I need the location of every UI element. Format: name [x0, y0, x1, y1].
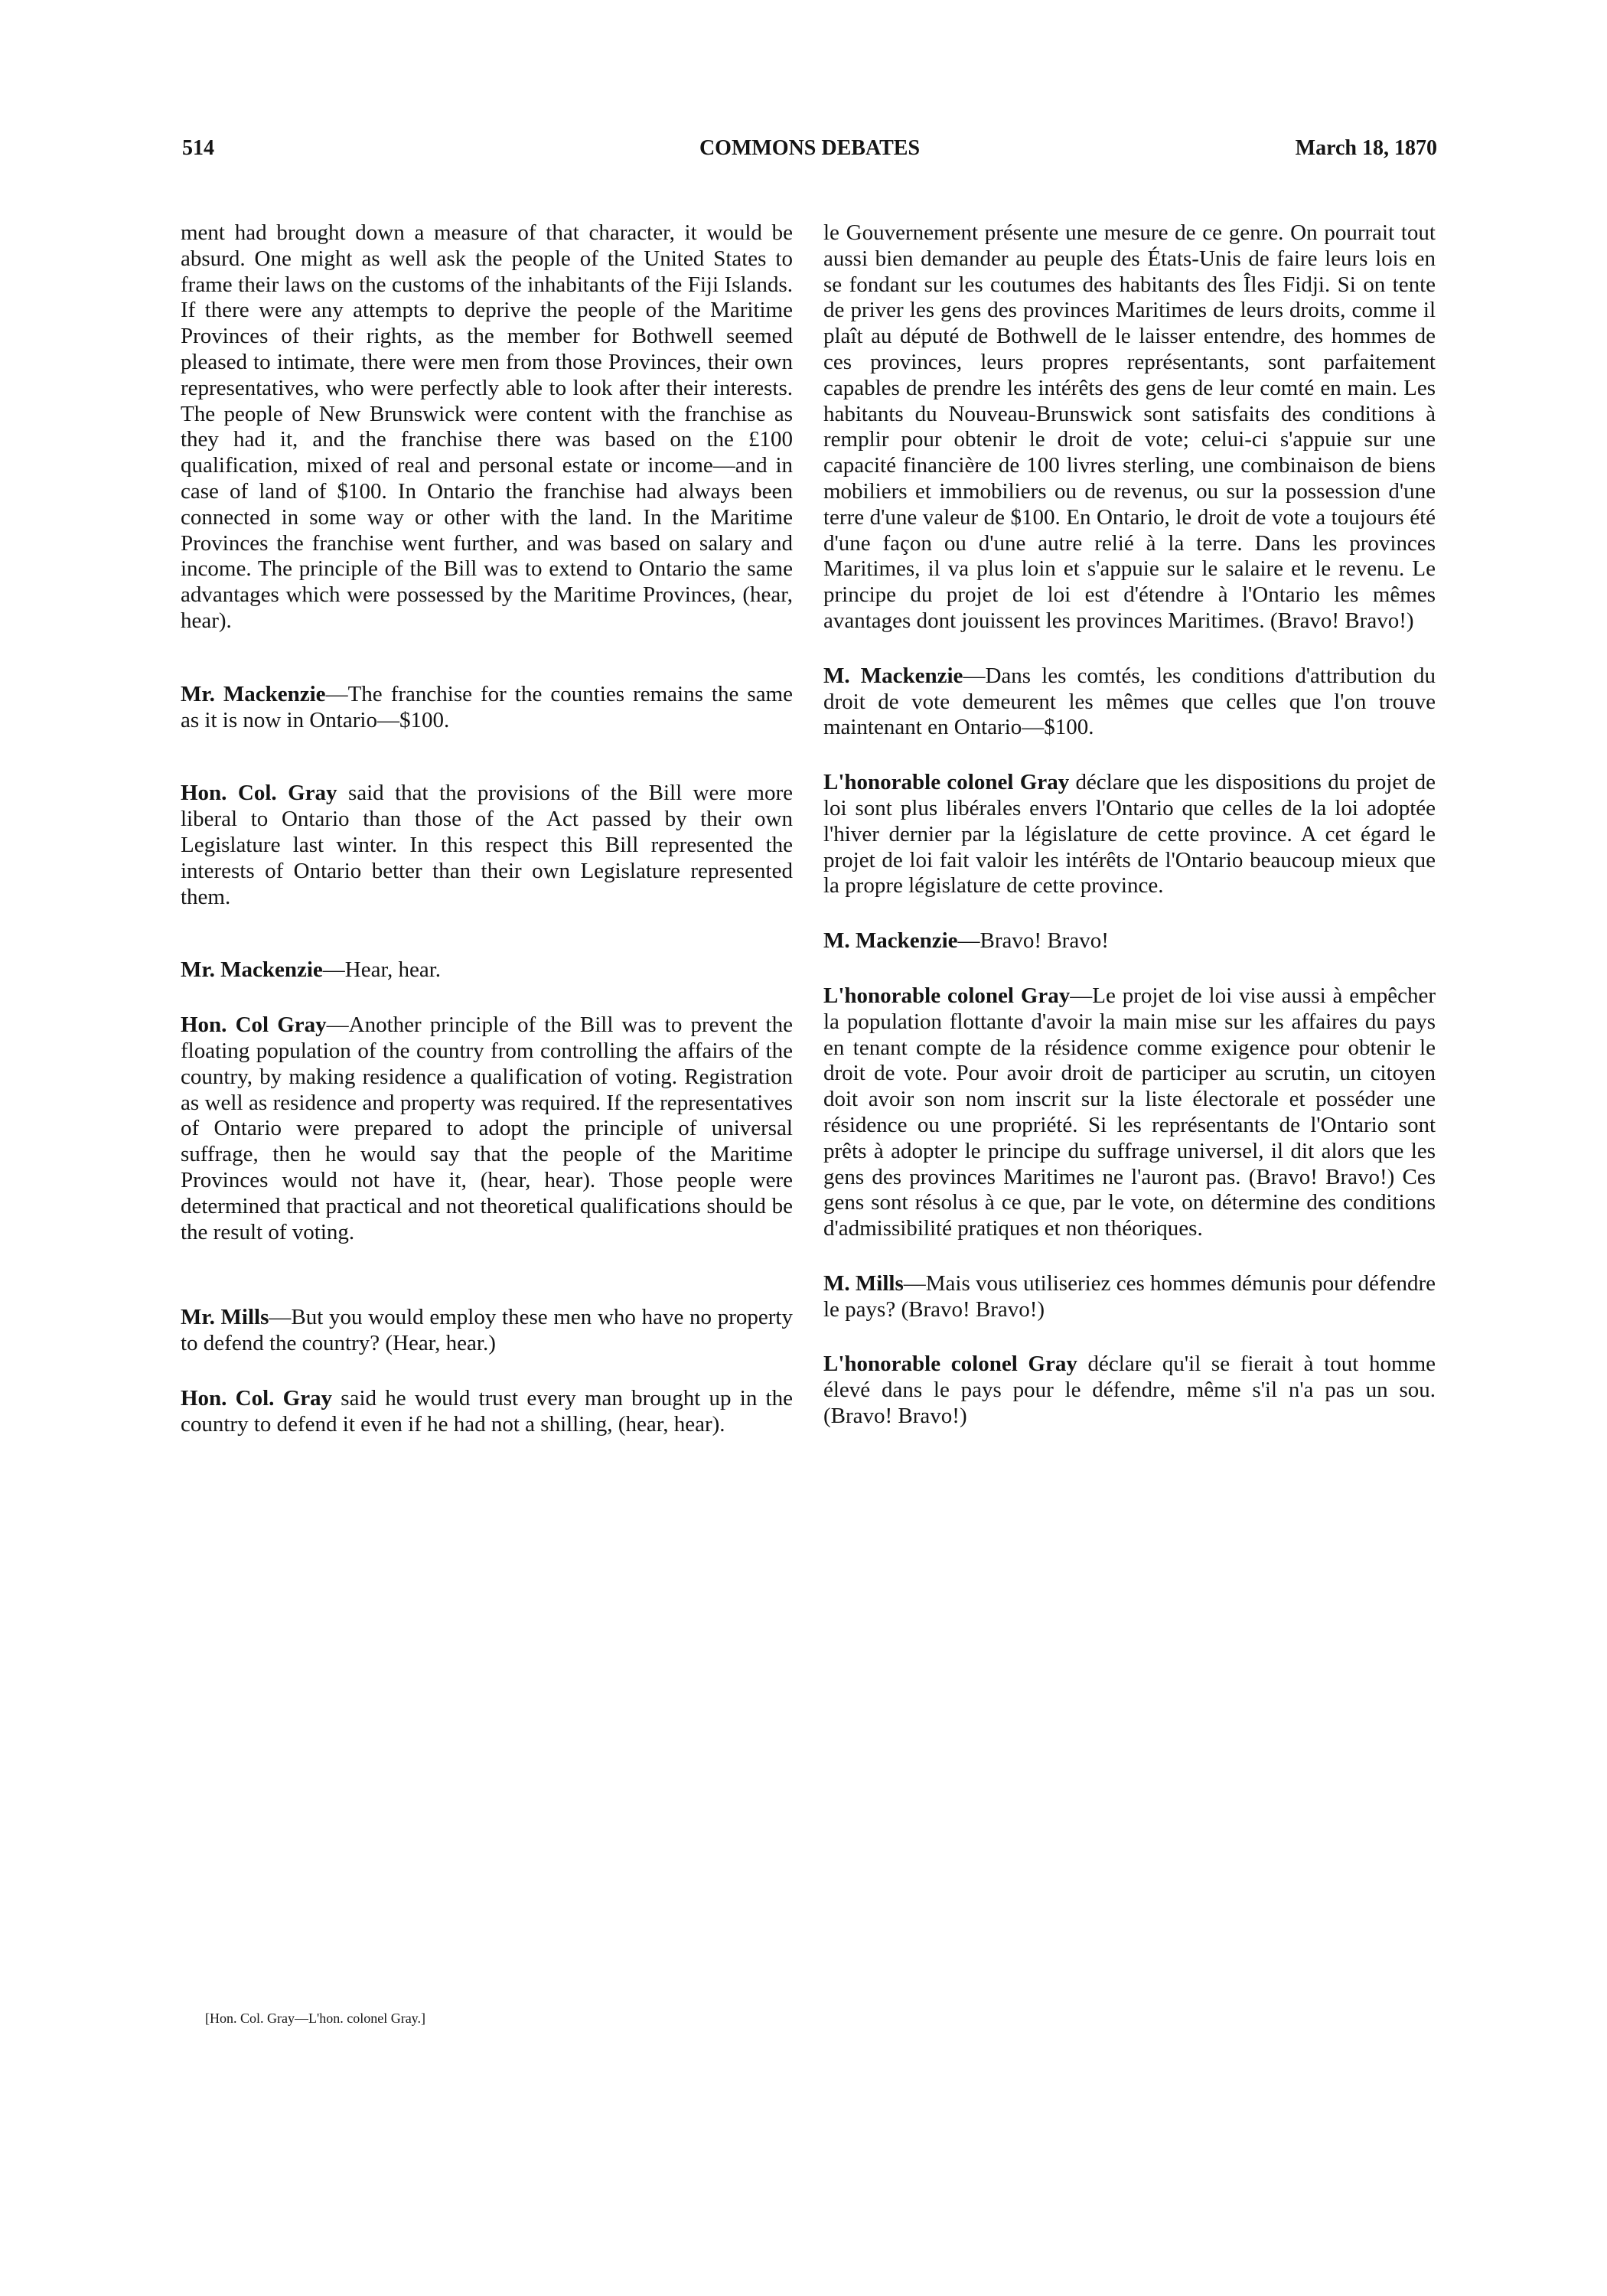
paragraph-text: —Dans les comtés, les conditions d'attribution du droit de vote demeurent les mêmes que celles que l'on trouve maintenant en Ontario—$100. [823, 663, 1436, 740]
english-column [181, 220, 793, 1437]
paragraph-fr-7 [823, 1352, 1436, 1429]
speaker-name: Mr. Mackenzie [181, 681, 326, 706]
paragraph-en-2 [181, 682, 793, 734]
paragraph-text: —The franchise for the counties remains the same as it is now in Ontario—$100. [181, 681, 793, 732]
paragraph-text: le Gouvernement présente une mesure de ce genre. On pourrait tout aussi bien demander au peuple des États-Unis de faire leurs lois en se fondant sur les coutumes des habitants des Îles Fidji. Si on tente de priver les gens des provinces Maritimes de leurs droits, comme il plaît au député de Bothwell de le laisser entendre, des hommes de ces provinces, leurs propres représentants, sont parfaitement capables de prendre les intérêts des gens de leur comté en main. Les habitants du Nouveau-Brunswick sont satisfaits des conditions à remplir pour obtenir le droit de vote; celui-ci s'appuie sur une capacité financière de 100 livres sterling, une combinaison de biens mobiliers et immobiliers ou de revenus, ou sur la possession d'une terre d'une valeur de $100. En Ontario, le droit de vote a toujours été d'une façon ou d'une autre relié à la terre. Dans les provinces Maritimes, il va plus loin et s'appuie sur le salaire et le revenu. Le principe du projet de loi est d'étendre à l'Ontario les mêmes avantages dont jouissent les provinces Maritimes. (Bravo! Bravo!) [823, 220, 1436, 633]
speaker-name: Mr. Mackenzie [181, 957, 323, 983]
speaker-name: M. Mills [823, 1270, 904, 1296]
speaker-name: Mr. Mills [181, 1305, 269, 1330]
paragraph-en-4 [181, 957, 793, 983]
speaker-name: Hon. Col. Gray [181, 781, 337, 806]
speaker-name: L'honorable colonel Gray [823, 983, 1071, 1008]
publication-title: COMMONS DEBATES [699, 136, 921, 160]
paragraph-fr-5 [823, 983, 1436, 1242]
paragraph-text: déclare que les dispositions du projet de loi sont plus libérales envers l'Ontario que celles de la loi adoptée l'hiver dernier par la législature de cette province. A cet égard le projet de loi fait valoir les intérêts de l'Ontario beaucoup mieux que la propre législature de cette province. [823, 770, 1436, 899]
paragraph-text: —Bravo! Bravo! [957, 928, 1109, 954]
running-head [182, 136, 1437, 174]
paragraph-text: said that the provisions of the Bill were more liberal to Ontario than those of the Act passed by their own Legislature last winter. In this respect this Bill represented the interests of Ontario better than their own Legislature represented them. [181, 781, 793, 909]
speaker-name: Hon. Col Gray [181, 1013, 327, 1038]
paragraph-fr-3 [823, 770, 1436, 899]
paragraph-text: ment had brought down a measure of that character, it would be absurd. One might as well ask the people of the United States to frame their laws on the customs of the inhabitants of the Fiji Islands. If there were any attempts to deprive the people of the Maritime Provinces of their rights, as the member for Bothwell seemed pleased to intimate, there were men from those Provinces, their own representatives, who were perfectly able to look after their interests. The people of New Brunswick were content with the franchise as they had it, and the franchise there was based on the £100 qualification, mixed of real and personal estate or income—and in case of land of $100. In Ontario the franchise had always been connected in some way or other with the land. In the Maritime Provinces the franchise went further, and was based on salary and income. The principle of the Bill was to extend to Ontario the same advantages which were possessed by the Maritime Provinces, (hear, hear). [181, 220, 793, 633]
paragraph-text: —Another principle of the Bill was to prevent the floating population of the country from controlling the affairs of the country, by making residence a qualification of voting. Registration as well as residence and property was required. If the representatives of Ontario were prepared to adopt the principle of universal suffrage, then he would say that the people of the Maritime Provinces would not have it, (hear, hear). Those people were determined that practical and not theoretical qualifications should be the result of voting. [181, 1013, 793, 1244]
paragraph-text: —But you would employ these men who have no property to defend the country? (Hear, hear.) [181, 1305, 793, 1356]
paragraph-en-3 [181, 781, 793, 910]
paragraph-text: said he would trust every man brought up in the country to defend it even if he had not a shilling, (hear, hear). [181, 1385, 793, 1437]
paragraph-text: —Mais vous utiliseriez ces hommes démunis pour défendre le pays? (Bravo! Bravo!) [823, 1270, 1436, 1322]
page-number: 514 [182, 136, 214, 160]
paragraph-en-6 [181, 1305, 793, 1357]
paragraph-text: déclare qu'il se fierait à tout homme élevé dans le pays pour le défendre, même s'il n'a pas un sou. (Bravo! Bravo!) [823, 1352, 1436, 1429]
speaker-name: M. Mackenzie [823, 663, 963, 688]
footnote: [Hon. Col. Gray—L'hon. colonel Gray.] [205, 2011, 426, 2026]
paragraph-fr-1 [823, 220, 1436, 634]
paragraph-fr-2 [823, 664, 1436, 741]
speaker-name: Hon. Col. Gray [181, 1385, 333, 1411]
issue-date: March 18, 1870 [1295, 136, 1437, 160]
paragraph-fr-4 [823, 928, 1436, 954]
paragraph-en-7 [181, 1386, 793, 1438]
speaker-name: L'honorable colonel Gray [823, 770, 1070, 795]
paragraph-fr-6 [823, 1271, 1436, 1323]
speaker-name: L'honorable colonel Gray [823, 1352, 1077, 1377]
paragraph-en-5 [181, 1013, 793, 1245]
paragraph-en-1 [181, 220, 793, 634]
paragraph-text: —Le projet de loi vise aussi à empêcher la population flottante d'avoir la main mise sur les affaires du pays en tenant compte de la résidence comme exigence pour obtenir le droit de vote. Pour avoir droit de participer au scrutin, un citoyen doit avoir son nom inscrit sur la liste électorale et posséder une résidence ou une propriété. Si les représentants de l'Ontario sont prêts à adopter le principe du suffrage universel, il dit alors que les gens des provinces Maritimes ne l'auront pas. (Bravo! Bravo!) Ces gens sont résolus à ce que, par le vote, on détermine des conditions d'admissibilité pratiques et non théoriques. [823, 983, 1436, 1241]
french-column [823, 220, 1436, 1430]
speaker-name: M. Mackenzie [823, 928, 958, 954]
paragraph-text: —Hear, hear. [322, 957, 441, 983]
